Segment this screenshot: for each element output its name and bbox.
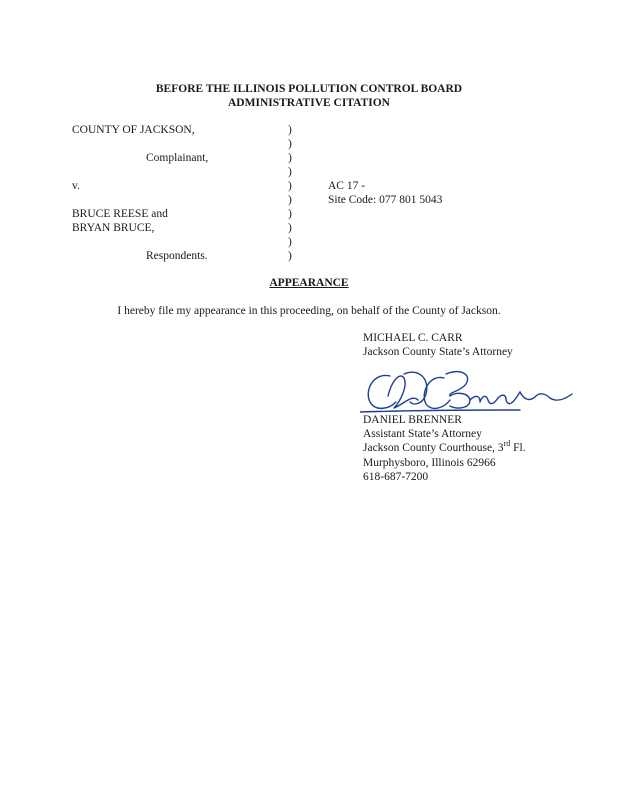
citation-heading: ADMINISTRATIVE CITATION [228,97,390,109]
paren: ) [288,222,292,234]
handwritten-signature [360,366,575,418]
courthouse-address [363,441,526,455]
respondents-label: Respondents. [146,250,208,262]
complainant-name: COUNTY OF JACKSON, [72,124,195,136]
paren: ) [288,124,292,136]
phone-number: 618-687-7200 [363,471,429,483]
address-ordinal-suffix: rd [503,439,511,449]
city-state-zip: Murphysboro, Illinois 62966 [363,457,496,469]
case-number: AC 17 - [328,180,366,192]
states-attorney-name: MICHAEL C. CARR [363,332,463,344]
document-title: APPEARANCE [269,277,349,289]
paren: ) [288,208,292,220]
states-attorney-title: Jackson County State’s Attorney [363,346,513,358]
paren: ) [288,166,292,178]
paren: ) [288,180,292,192]
board-heading: BEFORE THE ILLINOIS POLLUTION CONTROL BOARD [155,83,463,95]
address-floor: Fl. [510,442,526,454]
appearance-statement: I hereby file my appearance in this proceeding, on behalf of the County of Jackson. [117,305,501,317]
address-main: Jackson County Courthouse, 3 [363,442,504,454]
paren: ) [288,236,292,248]
paren: ) [288,250,292,262]
caption-parenthesis-column [288,123,292,263]
paren: ) [288,138,292,150]
paren: ) [288,152,292,164]
versus-label: v. [72,180,80,192]
paren: ) [288,194,292,206]
signer-name: DANIEL BRENNER [363,414,462,426]
complainant-label: Complainant, [146,152,209,164]
respondent-name-2: BRYAN BRUCE, [72,222,155,234]
signer-title: Assistant State’s Attorney [363,428,482,440]
site-code: Site Code: 077 801 5043 [328,194,443,206]
respondent-name-1: BRUCE REESE and [72,208,168,220]
